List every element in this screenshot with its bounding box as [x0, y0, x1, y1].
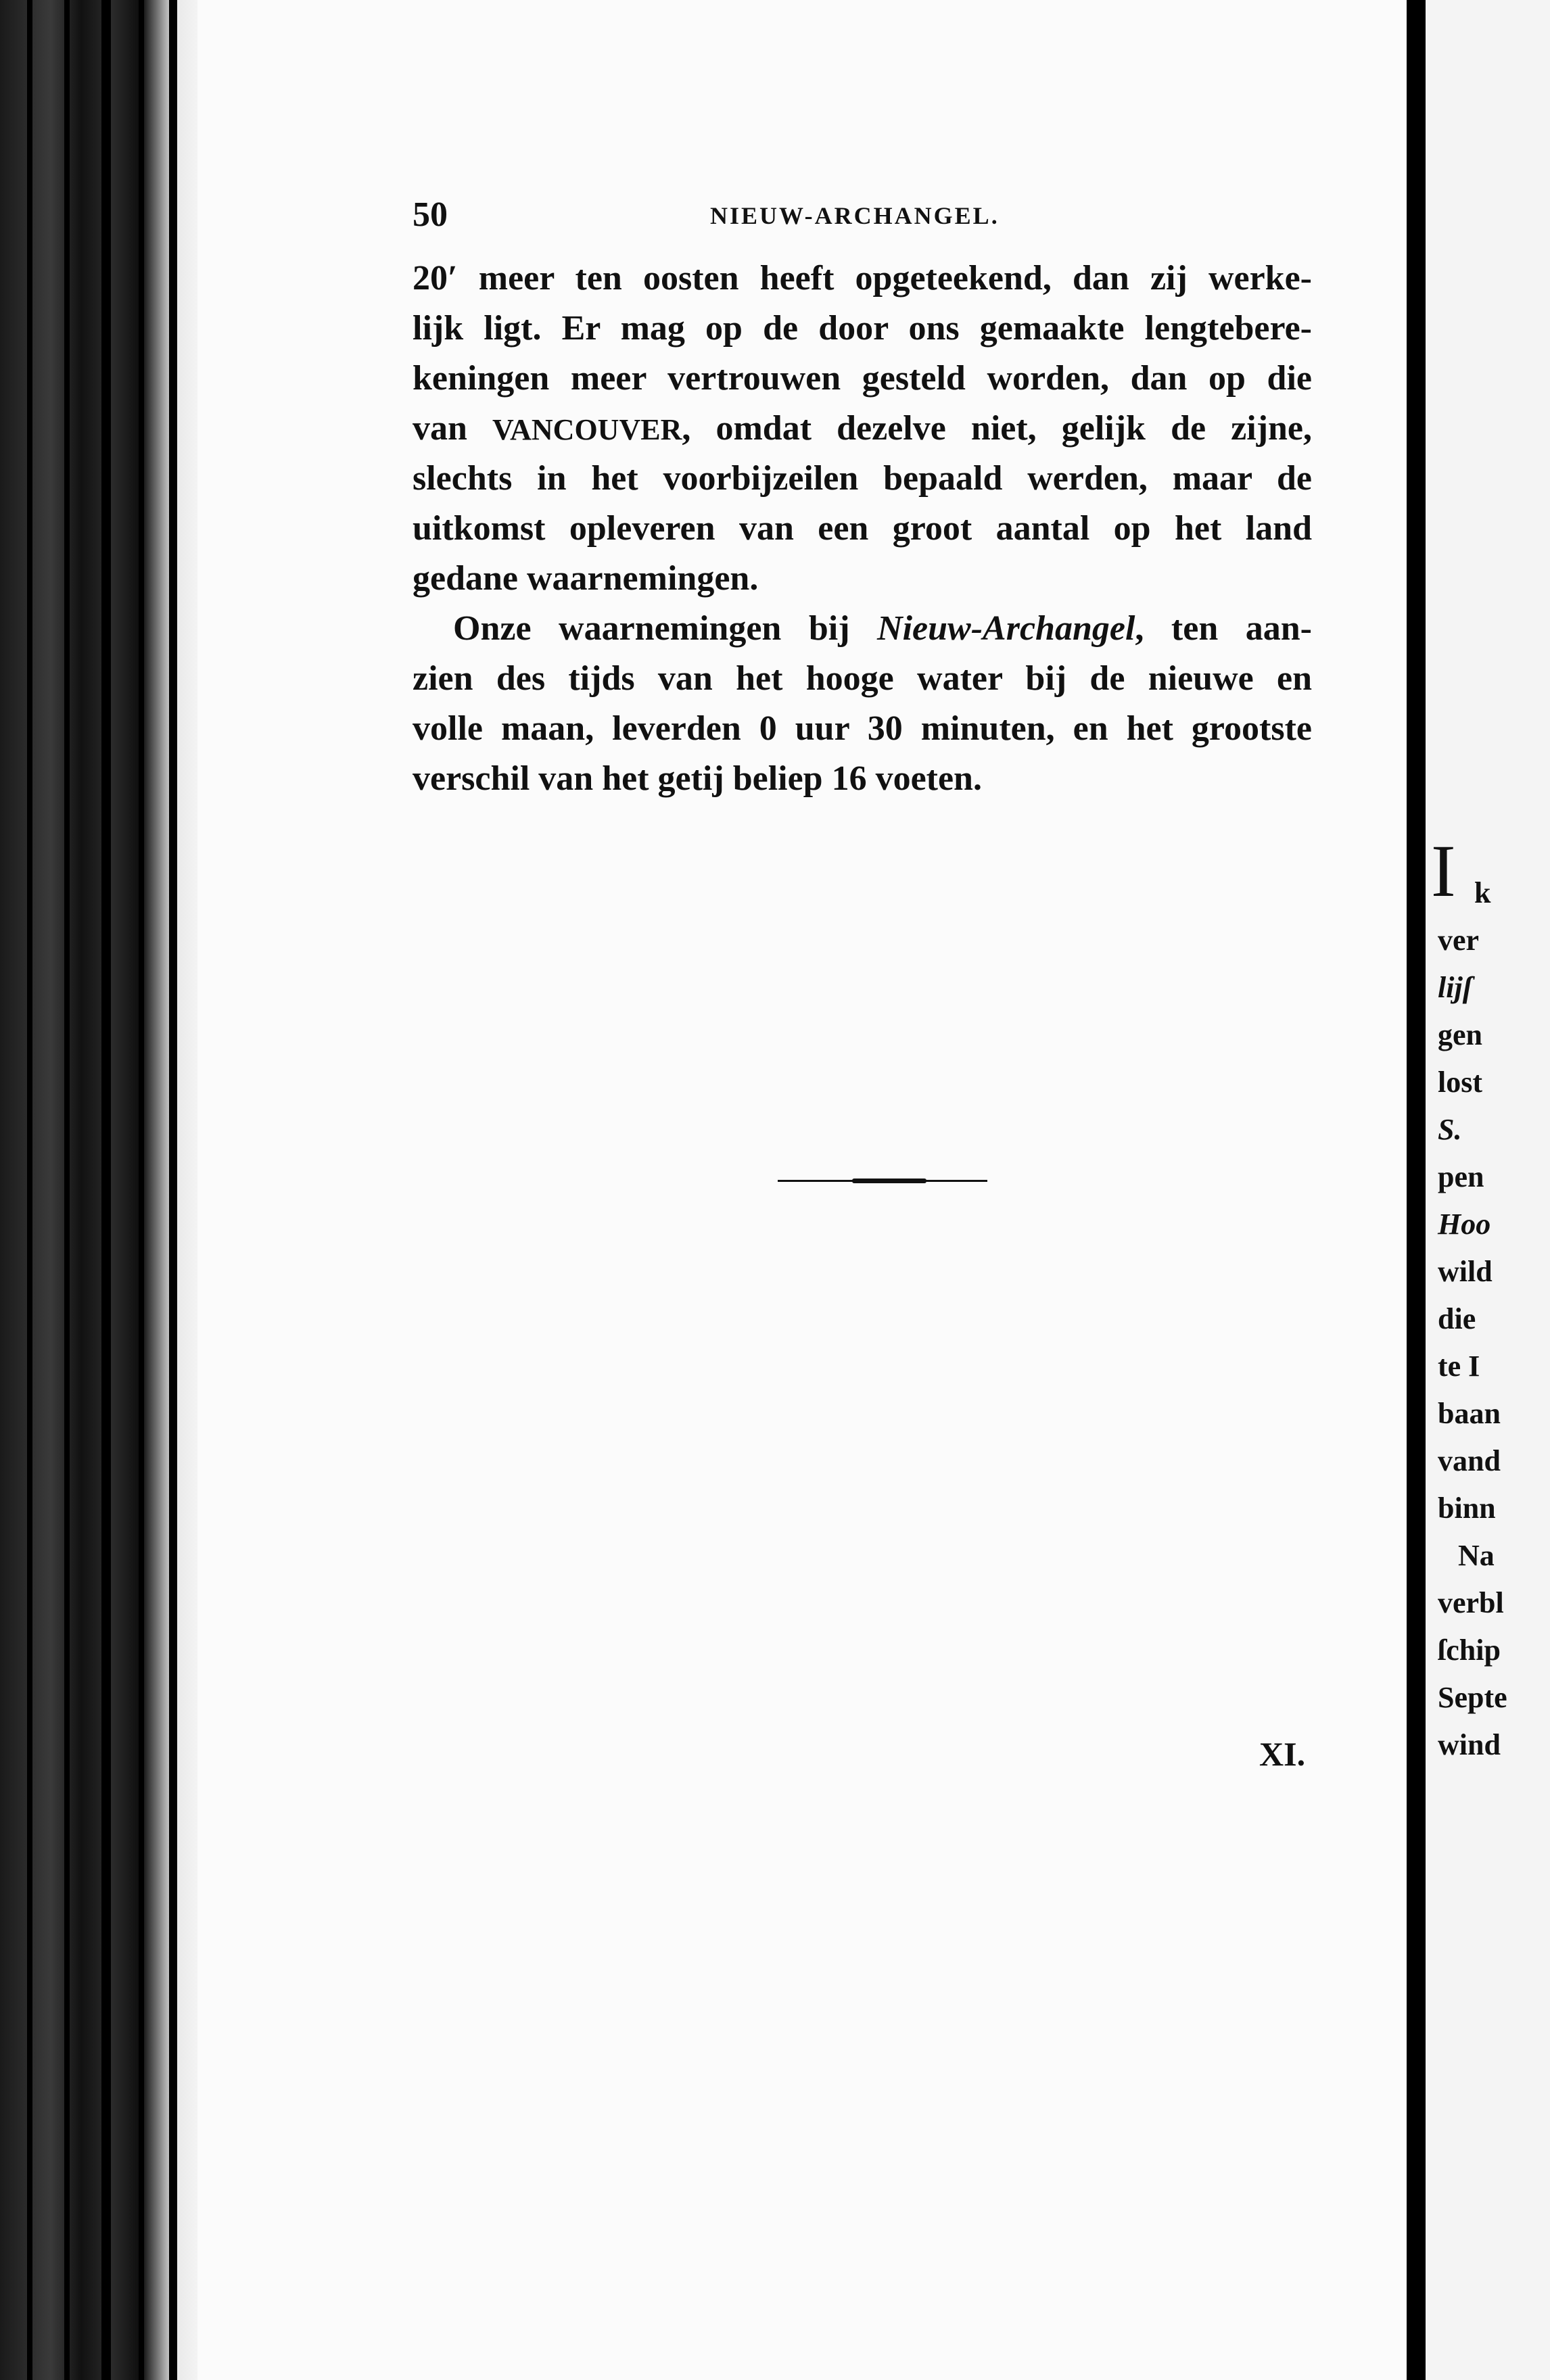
text-line: keningen meer vertrouwen gesteld worden, dan op die [413, 359, 1312, 398]
next-page-fragment: S. [1438, 1113, 1462, 1146]
next-page-fragment: ſchip [1438, 1634, 1501, 1667]
text-line: van VANCOUVER, omdat dezelve niet, gelijk de zijne, [413, 409, 1312, 448]
running-head [413, 195, 1312, 242]
text-line: 20′ meer ten oosten heeft opgeteekend, dan zij werke- [413, 259, 1312, 298]
author-name-smallcaps: VANCOUVER [492, 413, 682, 446]
text-line: gedane waarnemingen. [413, 559, 759, 598]
next-page-fragment: lost [1438, 1066, 1482, 1099]
next-page-fragment: wild [1438, 1255, 1493, 1288]
next-page-fragment: Hoo [1438, 1208, 1491, 1241]
next-page-fragment: die [1438, 1302, 1476, 1335]
next-page-fragment: lijſ [1438, 971, 1473, 1004]
text-line: verschil van het getij beliep 16 voeten. [413, 759, 982, 798]
text-line: Onze waarnemingen bij Nieuw-Archangel, ten aan- [453, 609, 1312, 648]
binding-line [64, 0, 70, 2380]
next-page-fragment: gen [1438, 1018, 1482, 1051]
next-page-fragment: verbl [1438, 1586, 1504, 1619]
binding-line [139, 0, 144, 2380]
next-page-dropcap: I [1431, 830, 1456, 912]
catchword: XI. [1259, 1735, 1306, 1773]
page-number: 50 [413, 195, 448, 234]
next-page-fragment: binn [1438, 1492, 1496, 1525]
text-line: lijk ligt. Er mag op de door ons gemaakte lengtebere- [413, 309, 1312, 348]
text-line: uitkomst opleveren van een groot aantal op het land [413, 509, 1312, 548]
adjacent-page [1426, 0, 1550, 2380]
next-page-fragment: ver [1438, 924, 1480, 957]
next-page-fragment: wind [1438, 1728, 1501, 1761]
divider-ornament [852, 1179, 926, 1183]
next-page-fragment: Septe [1438, 1681, 1507, 1714]
book-binding-edge [0, 0, 203, 2380]
text-line: volle maan, leverden 0 uur 30 minuten, en het grootste [413, 709, 1312, 748]
next-page-fragment: k [1474, 876, 1491, 909]
next-page-fragment: vand [1438, 1444, 1501, 1477]
next-page-fragment: pen [1438, 1160, 1484, 1193]
text-line: slechts in het voorbijzeilen bepaald werden, maar de [413, 459, 1312, 498]
text-line: zien des tijds van het hooge water bij de nieuwe en [413, 659, 1312, 698]
binding-line [101, 0, 111, 2380]
place-name-italic: Nieuw-Archangel [877, 609, 1135, 648]
body-text [413, 254, 1312, 804]
binding-line [27, 0, 32, 2380]
next-page-fragment: baan [1438, 1397, 1501, 1430]
header-title: NIEUW-ARCHANGEL. [710, 202, 1000, 229]
binding-line [169, 0, 177, 2380]
page-gutter-shadow [1407, 0, 1426, 2380]
next-page-fragment: te I [1438, 1350, 1480, 1383]
section-divider [778, 1179, 987, 1183]
next-page-fragment: Na [1458, 1539, 1495, 1572]
